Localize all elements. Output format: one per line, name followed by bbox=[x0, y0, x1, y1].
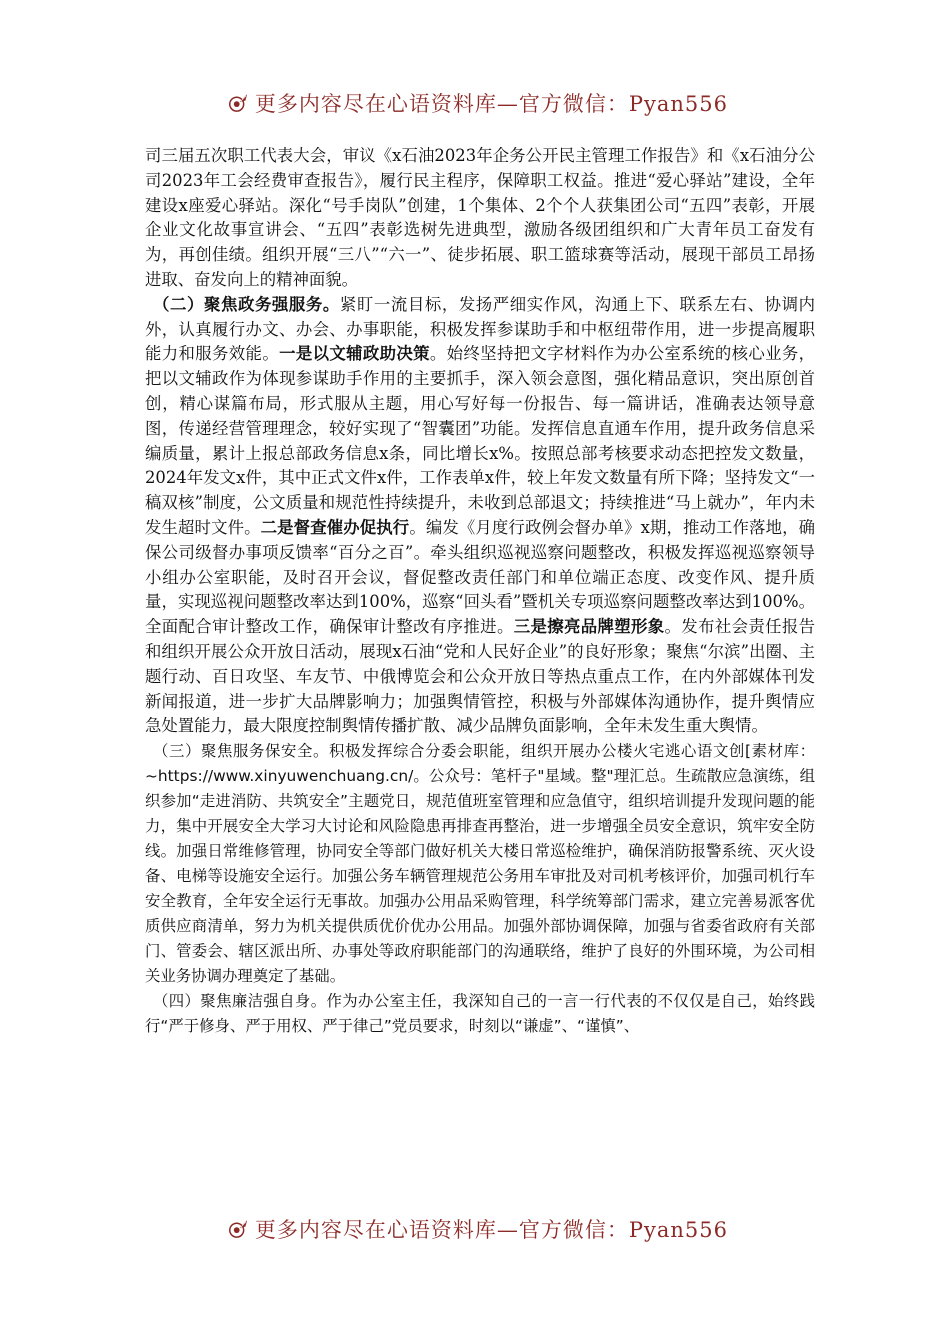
section-2-heading: （二）聚焦政务强服务。 bbox=[153, 294, 340, 314]
paragraph-section-3: （三）聚焦服务保安全。积极发挥综合分委会职能，组织开展办公楼火宅逃心语文创[素材库：~https://www.xinyuwenchuang.cn/。公众号：笔杆子"星域。整"理汇总。生疏散应急演练，组织参加“走进消防、共筑安全”主题党日，规范值班室管理和应急值守，组织培训提升发现问题的能力，集中开展安全大学习大讨论和风险隐患再排查再整治，进一步增强全员安全意识，筑牢安全防线。加强日常维修管理，协同安全等部门做好机关大楼日常巡检维护，确保消防报警系统、灭火设备、电梯等设施安全运行。加强公务车辆管理规范公务用车审批及对司机考核评价，加强司机行车安全教育，全年安全运行无事故。加强办公用品采购管理，科学统筹部门需求，建立完善易派客优质供应商清单，努力为机关提供质优价优办公用品。加强外部协调保障，加强与省委省政府有关部门、管委会、辖区派出所、办事处等政府职能部门的沟通联络，维护了良好的外围环境，为公司相关业务协调办理奠定了基础。 bbox=[145, 742, 815, 986]
section-2-text-3: 。发布社会责任报告和组织开展公众开放日活动，展现x石油“党和人民好企业”的良好形象；聚焦“尔滨”出圈、主题行动、百日攻坚、车友节、中俄博览会和公众开放日等热点重点工作，在内外部媒体刊发新闻报道，进一步扩大品牌影响力；加强舆情管控，积极与外部媒体沟通协作，提升舆情应急处置能力，最大限度控制舆情传播扩散、减少品牌负面影响，全年未发生重大舆情。 bbox=[145, 617, 816, 736]
section-2-subheading-2: 二是督查催办促执行 bbox=[260, 517, 410, 537]
quill-logo-icon bbox=[228, 85, 249, 121]
paragraph-section-2 bbox=[145, 293, 815, 739]
footer-banner-text: 更多内容尽在心语资料库—官方微信：Pyan556 bbox=[254, 1218, 728, 1242]
section-2-intro: 紧盯一流目标，发扬严细实作风，沟通上下、联系左右、协调内外，认真履行办文、办会、办事职能，积极发挥参谋助手和中枢纽带作用，进一步提高履职能力和服务效能。 bbox=[145, 294, 816, 364]
section-2-subheading-1: 一是以文辅政助决策 bbox=[279, 344, 430, 364]
paragraph-section-4: （四）聚焦廉洁强自身。作为办公室主任，我深知自己的一言一行代表的不仅仅是自己，始终践行“严于修身、严于用权、严于律己”党员要求，时刻以“谦虚”、“谨慎”、 bbox=[145, 992, 815, 1036]
paragraph-continued: 司三届五次职工代表大会，审议《x石油2023年企务公开民主管理工作报告》和《x石油分公司2023年工会经费审查报告》，履行民主程序，保障职工权益。推进“爱心驿站”建设，全年建设x座爱心驿站。深化“号手岗队”创建，1个集体、2个个人获集团公司“五四”表彰，开展企业文化故事宣讲会、“五四”表彰选树先进典型，激励各级团组织和广大青年员工奋发有为，再创佳绩。组织开展“三八”“六一”、徒步拓展、职工篮球赛等活动，展现干部员工昂扬进取、奋发向上的精神面貌。 bbox=[145, 146, 815, 289]
header-banner bbox=[228, 81, 728, 125]
section-2-text-2: 。编发《月度行政例会督办单》x期，推动工作落地，确保公司级督办事项反馈率“百分之百”。牵头组织巡视巡察问题整改，积极发挥巡视巡察领导小组办公室职能，及时召开会议，督促整改责任部门和单位端正态度、改变作风、提升质量，实现巡视问题整改率达到100%，巡察“回头看”暨机关专项巡察问题整改率达到100%。全面配合审计整改工作，确保审计整改有序推进。 bbox=[145, 517, 816, 637]
section-2-subheading-3: 三是擦亮品牌塑形象 bbox=[513, 617, 665, 637]
header-banner-text: 更多内容尽在心语资料库—官方微信：Pyan556 bbox=[254, 92, 728, 116]
quill-logo-icon bbox=[228, 1211, 249, 1247]
section-2-text-1: 。始终坚持把文字材料作为办公室系统的核心业务，把以文辅政作为体现参谋助手作用的主要抓手，深入领会意图，强化精品意识，突出原创首创，精心谋篇布局，形式服从主题，用心写好每一份报告、每一篇讲话，准确表达领导意图，传递经营管理理念，较好实现了“智囊团”功能。发挥信息直通车作用，提升政务信息采编质量，累计上报总部政务信息x条，同比增长x%。按照总部考核要求动态把控发文数量，2024年发文x件，其中正式文件x件，工作表单x件，较上年发文数量有所下降；坚持发文“一稿双核”制度，公文质量和规范性持续提升，未收到总部退文；持续推进“马上就办”，年内未发生超时文件。 bbox=[145, 344, 816, 537]
document-body bbox=[145, 144, 815, 1039]
footer-banner bbox=[228, 1207, 728, 1251]
